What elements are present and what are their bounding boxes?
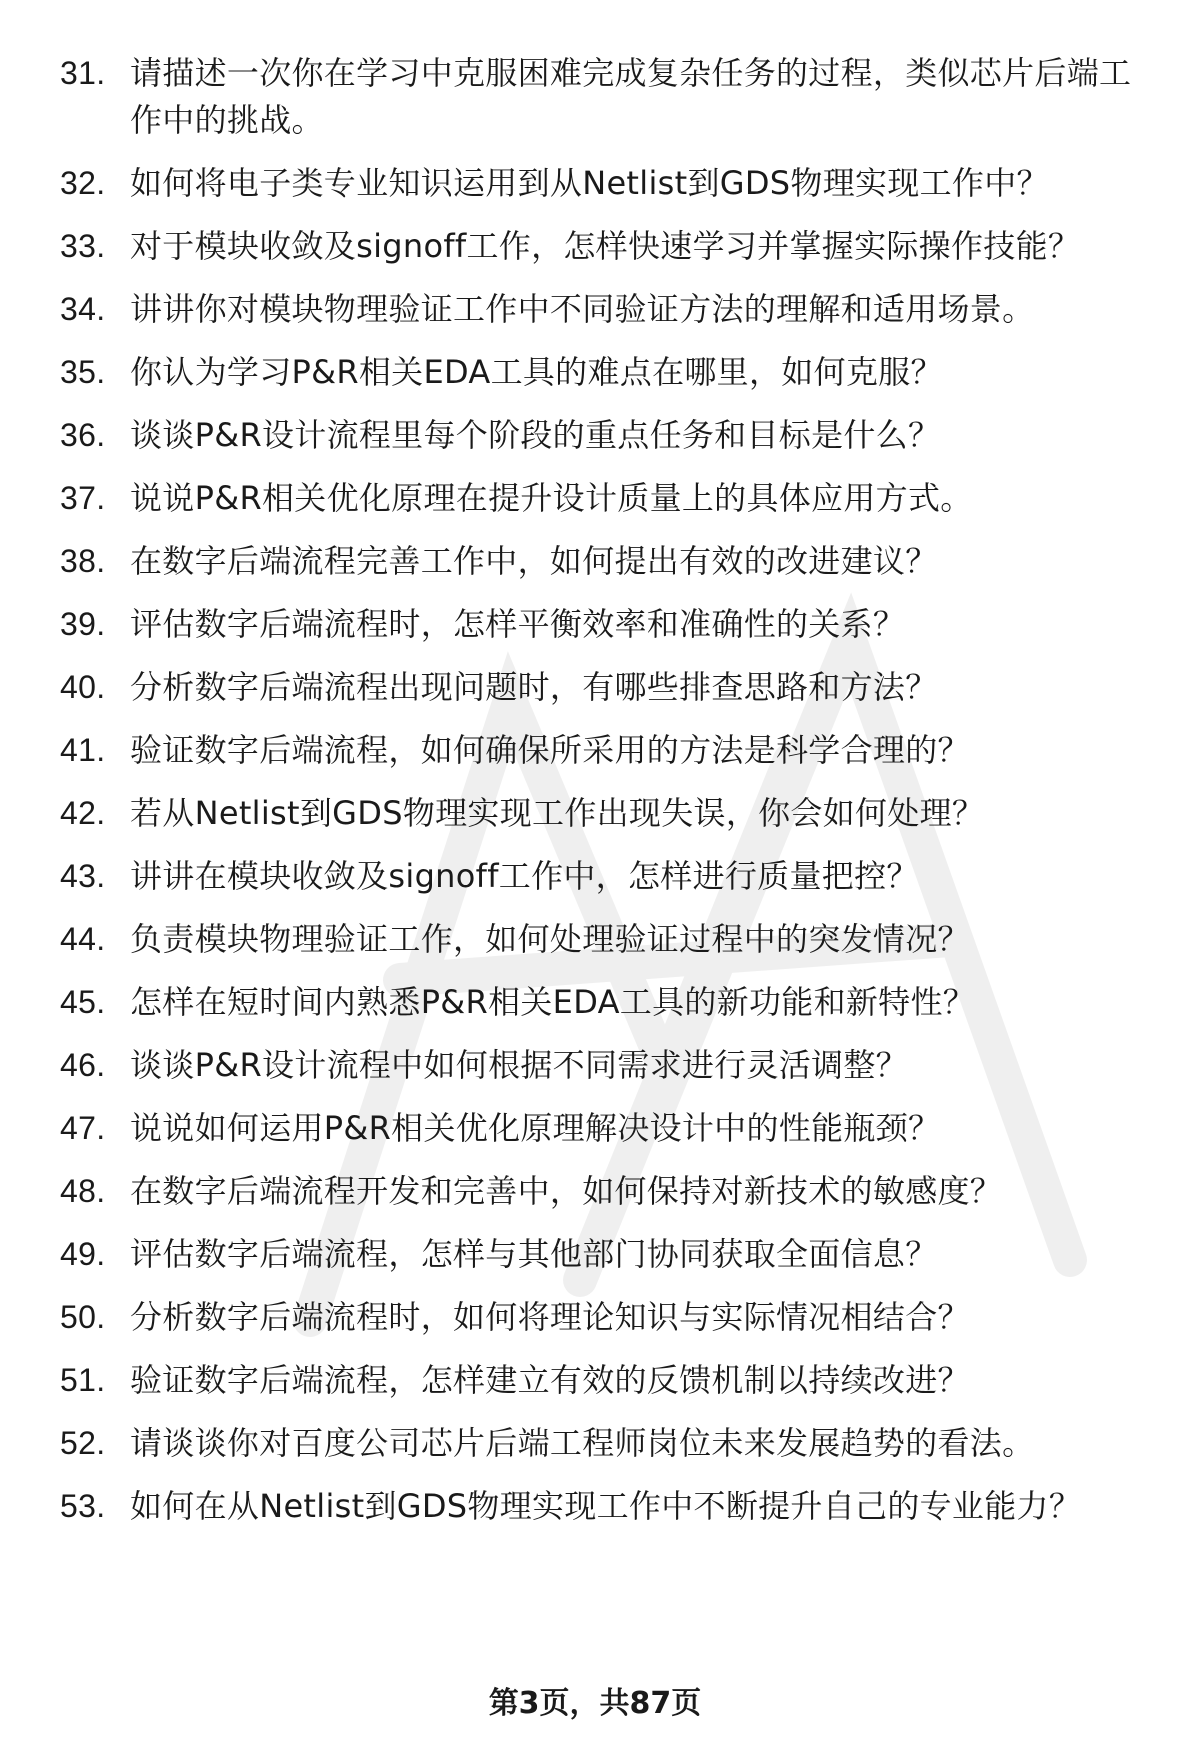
- question-text: 说说如何运用P&R相关优化原理解决设计中的性能瓶颈？: [130, 1109, 941, 1147]
- question-item: [60, 1168, 1150, 1215]
- question-item: [60, 412, 1150, 459]
- question-number: 35.: [60, 354, 106, 390]
- question-text: 请描述一次你在学习中克服困难完成复杂任务的过程，类似芯片后端工作中的挑战。: [130, 54, 1132, 139]
- question-number: 43.: [60, 858, 106, 894]
- question-number: 49.: [60, 1236, 106, 1272]
- question-item: [60, 979, 1150, 1026]
- question-number: 51.: [60, 1362, 106, 1398]
- question-number: 32.: [60, 165, 106, 201]
- question-item: [60, 475, 1150, 522]
- question-item: [60, 538, 1150, 585]
- question-text: 负责模块物理验证工作，如何处理验证过程中的突发情况？: [130, 920, 970, 958]
- question-text: 说说P&R相关优化原理在提升设计质量上的具体应用方式。: [130, 479, 973, 517]
- question-text: 在数字后端流程开发和完善中，如何保持对新技术的敏感度？: [130, 1172, 1003, 1210]
- question-item: [60, 1357, 1150, 1404]
- question-text: 如何将电子类专业知识运用到从Netlist到GDS物理实现工作中？: [130, 164, 1049, 202]
- question-text: 你认为学习P&R相关EDA工具的难点在哪里，如何克服？: [130, 353, 943, 391]
- question-text: 谈谈P&R设计流程里每个阶段的重点任务和目标是什么？: [130, 416, 941, 454]
- question-number: 45.: [60, 984, 106, 1020]
- question-text: 验证数字后端流程，如何确保所采用的方法是科学合理的？: [130, 731, 970, 769]
- question-number: 44.: [60, 921, 106, 957]
- question-text: 评估数字后端流程，怎样与其他部门协同获取全面信息？: [130, 1235, 938, 1273]
- question-item: [60, 1231, 1150, 1278]
- question-text: 怎样在短时间内熟悉P&R相关EDA工具的新功能和新特性？: [130, 983, 976, 1021]
- question-number: 42.: [60, 795, 106, 831]
- question-item: [60, 1105, 1150, 1152]
- question-list: [60, 50, 1150, 1546]
- question-item: [60, 601, 1150, 648]
- question-item: [60, 790, 1150, 837]
- question-item: [60, 50, 1150, 144]
- question-item: [60, 1483, 1150, 1530]
- question-number: 41.: [60, 732, 106, 768]
- question-text: 分析数字后端流程时，如何将理论知识与实际情况相结合？: [130, 1298, 970, 1336]
- question-item: [60, 727, 1150, 774]
- question-number: 52.: [60, 1425, 106, 1461]
- question-text: 谈谈P&R设计流程中如何根据不同需求进行灵活调整？: [130, 1046, 908, 1084]
- question-number: 34.: [60, 291, 106, 327]
- question-number: 31.: [60, 55, 106, 91]
- question-text: 请谈谈你对百度公司芯片后端工程师岗位未来发展趋势的看法。: [130, 1424, 1035, 1462]
- question-text: 分析数字后端流程出现问题时，有哪些排查思路和方法？: [130, 668, 938, 706]
- question-text: 对于模块收敛及signoff工作，怎样快速学习并掌握实际操作技能？: [130, 227, 1081, 265]
- question-number: 38.: [60, 543, 106, 579]
- question-number: 40.: [60, 669, 106, 705]
- question-item: [60, 916, 1150, 963]
- question-text: 讲讲你对模块物理验证工作中不同验证方法的理解和适用场景。: [130, 290, 1035, 328]
- question-number: 39.: [60, 606, 106, 642]
- question-number: 37.: [60, 480, 106, 516]
- question-item: [60, 349, 1150, 396]
- question-number: 46.: [60, 1047, 106, 1083]
- question-number: 48.: [60, 1173, 106, 1209]
- question-item: [60, 853, 1150, 900]
- question-number: 53.: [60, 1488, 106, 1524]
- question-text: 若从Netlist到GDS物理实现工作出现失误，你会如何处理？: [130, 794, 985, 832]
- question-number: 33.: [60, 228, 106, 264]
- question-text: 验证数字后端流程，怎样建立有效的反馈机制以持续改进？: [130, 1361, 970, 1399]
- question-text: 评估数字后端流程时，怎样平衡效率和准确性的关系？: [130, 605, 906, 643]
- question-item: [60, 1420, 1150, 1467]
- question-number: 47.: [60, 1110, 106, 1146]
- question-number: 36.: [60, 417, 106, 453]
- question-item: [60, 160, 1150, 207]
- question-item: [60, 1294, 1150, 1341]
- page-footer: 第3页，共87页: [488, 1686, 702, 1721]
- question-item: [60, 664, 1150, 711]
- question-item: [60, 286, 1150, 333]
- question-item: [60, 223, 1150, 270]
- question-text: 如何在从Netlist到GDS物理实现工作中不断提升自己的专业能力？: [130, 1487, 1082, 1525]
- question-text: 讲讲在模块收敛及signoff工作中，怎样进行质量把控？: [130, 857, 919, 895]
- question-item: [60, 1042, 1150, 1089]
- question-number: 50.: [60, 1299, 106, 1335]
- question-text: 在数字后端流程完善工作中，如何提出有效的改进建议？: [130, 542, 938, 580]
